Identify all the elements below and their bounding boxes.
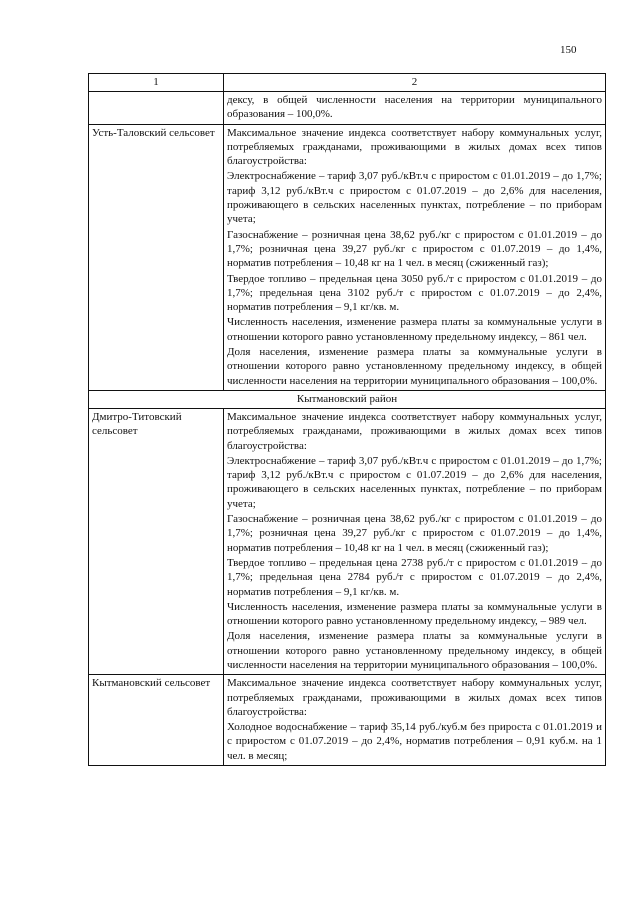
district-row xyxy=(89,390,606,408)
description-paragraph: Численность населения, изменение размера платы за коммунальные услуги в отношении которого равно установленному предельному индексу, – 989 чел. xyxy=(227,600,602,628)
table-row xyxy=(89,124,606,390)
table-row xyxy=(89,408,606,674)
table-row xyxy=(89,675,606,766)
column-1-header: 1 xyxy=(89,74,224,92)
municipality-name: Кытмановский сельсовет xyxy=(89,675,224,766)
index-description xyxy=(224,124,606,390)
description-paragraph: Доля населения, изменение размера платы за коммунальные услуги в отношении которого равно установленному предельному индексу, в общей численности населения на территории муниципального образования – 100,0%. xyxy=(227,346,602,387)
index-description xyxy=(224,675,606,766)
description-paragraph: Численность населения, изменение размера платы за коммунальные услуги в отношении которого равно установленному предельному индексу, – 861 чел. xyxy=(227,316,602,343)
district-name: Кытмановский район xyxy=(89,390,606,408)
column-2-header: 2 xyxy=(224,74,606,92)
municipal-index-table xyxy=(88,73,606,766)
table-body xyxy=(89,74,606,766)
description-paragraph: Максимальное значение индекса соответствует набору коммунальных услуг, потребляемых гражданами, проживающими в жилых домах всех типов благоустройства: xyxy=(227,410,602,452)
description-paragraph: Газоснабжение – розничная цена 38,62 руб./кг с приростом с 01.01.2019 – до 1,7%; розничная цена 39,27 руб./кг с приростом с 01.07.2019 – до 1,4%, норматив потребления – 10,48 кг на 1 чел. в месяц (сжиженный газ); xyxy=(227,513,602,554)
description-paragraph: Электроснабжение – тариф 3,07 руб./кВт.ч с приростом с 01.01.2019 – до 1,7%; тариф 3,12 руб./кВт.ч с приростом с 01.07.2019 – до 2,6% для населения, проживающего в сельских населенных пунктах, потребление – по приборам учета; xyxy=(227,170,602,226)
table-row xyxy=(89,92,606,125)
municipality-name: Дмитро-Титовский сельсовет xyxy=(89,408,224,674)
municipality-name xyxy=(89,92,224,125)
table-header-row xyxy=(89,74,606,92)
description-paragraph: Холодное водоснабжение – тариф 35,14 руб./куб.м без прироста с 01.01.2019 и с приростом с 01.07.2019 – до 2,4%, норматив потребления – 0,91 куб.м. на 1 чел. в месяц; xyxy=(227,721,602,762)
description-paragraph: Твердое топливо – предельная цена 2738 руб./т с приростом с 01.01.2019 – до 1,7%; предельная цена 2784 руб./т с приростом с 01.07.2019 – до 2,4%, норматив потребления – 9,1 кг/кв. м. xyxy=(227,556,602,598)
index-description xyxy=(224,92,606,125)
description-paragraph: Доля населения, изменение размера платы за коммунальные услуги в отношении которого равно установленному предельному индексу, в общей численности населения на территории муниципального образования – 100,0%. xyxy=(227,630,602,671)
description-paragraph: дексу, в общей численности населения на территории муниципального образования – 100,0%. xyxy=(227,94,602,121)
description-paragraph: Максимальное значение индекса соответствует набору коммунальных услуг, потребляемых гражданами, проживающими в жилых домах всех типов благоустройства: xyxy=(227,677,602,718)
index-description xyxy=(224,408,606,674)
description-paragraph: Твердое топливо – предельная цена 3050 руб./т с приростом с 01.01.2019 – до 1,7%; предельная цена 3102 руб./т с приростом с 01.07.2019 – до 2,4%, норматив потребления – 9,1 кг/кв. м. xyxy=(227,272,602,314)
description-paragraph: Электроснабжение – тариф 3,07 руб./кВт.ч с приростом с 01.01.2019 – до 1,7%; тариф 3,12 руб./кВт.ч с приростом с 01.07.2019 – до 2,6% для населения, проживающего в сельских населенных пунктах, потребление – по приборам учета; xyxy=(227,454,602,510)
page-number: 150 xyxy=(560,44,577,56)
description-paragraph: Максимальное значение индекса соответствует набору коммунальных услуг, потребляемых гражданами, проживающими в жилых домах всех типов благоустройства: xyxy=(227,126,602,168)
description-paragraph: Газоснабжение – розничная цена 38,62 руб./кг с приростом с 01.01.2019 – до 1,7%; розничная цена 39,27 руб./кг с приростом с 01.07.2019 – до 1,4%, норматив потребления – 10,48 кг на 1 чел. в месяц (сжиженный газ); xyxy=(227,228,602,270)
municipality-name: Усть-Таловский сельсовет xyxy=(89,124,224,390)
